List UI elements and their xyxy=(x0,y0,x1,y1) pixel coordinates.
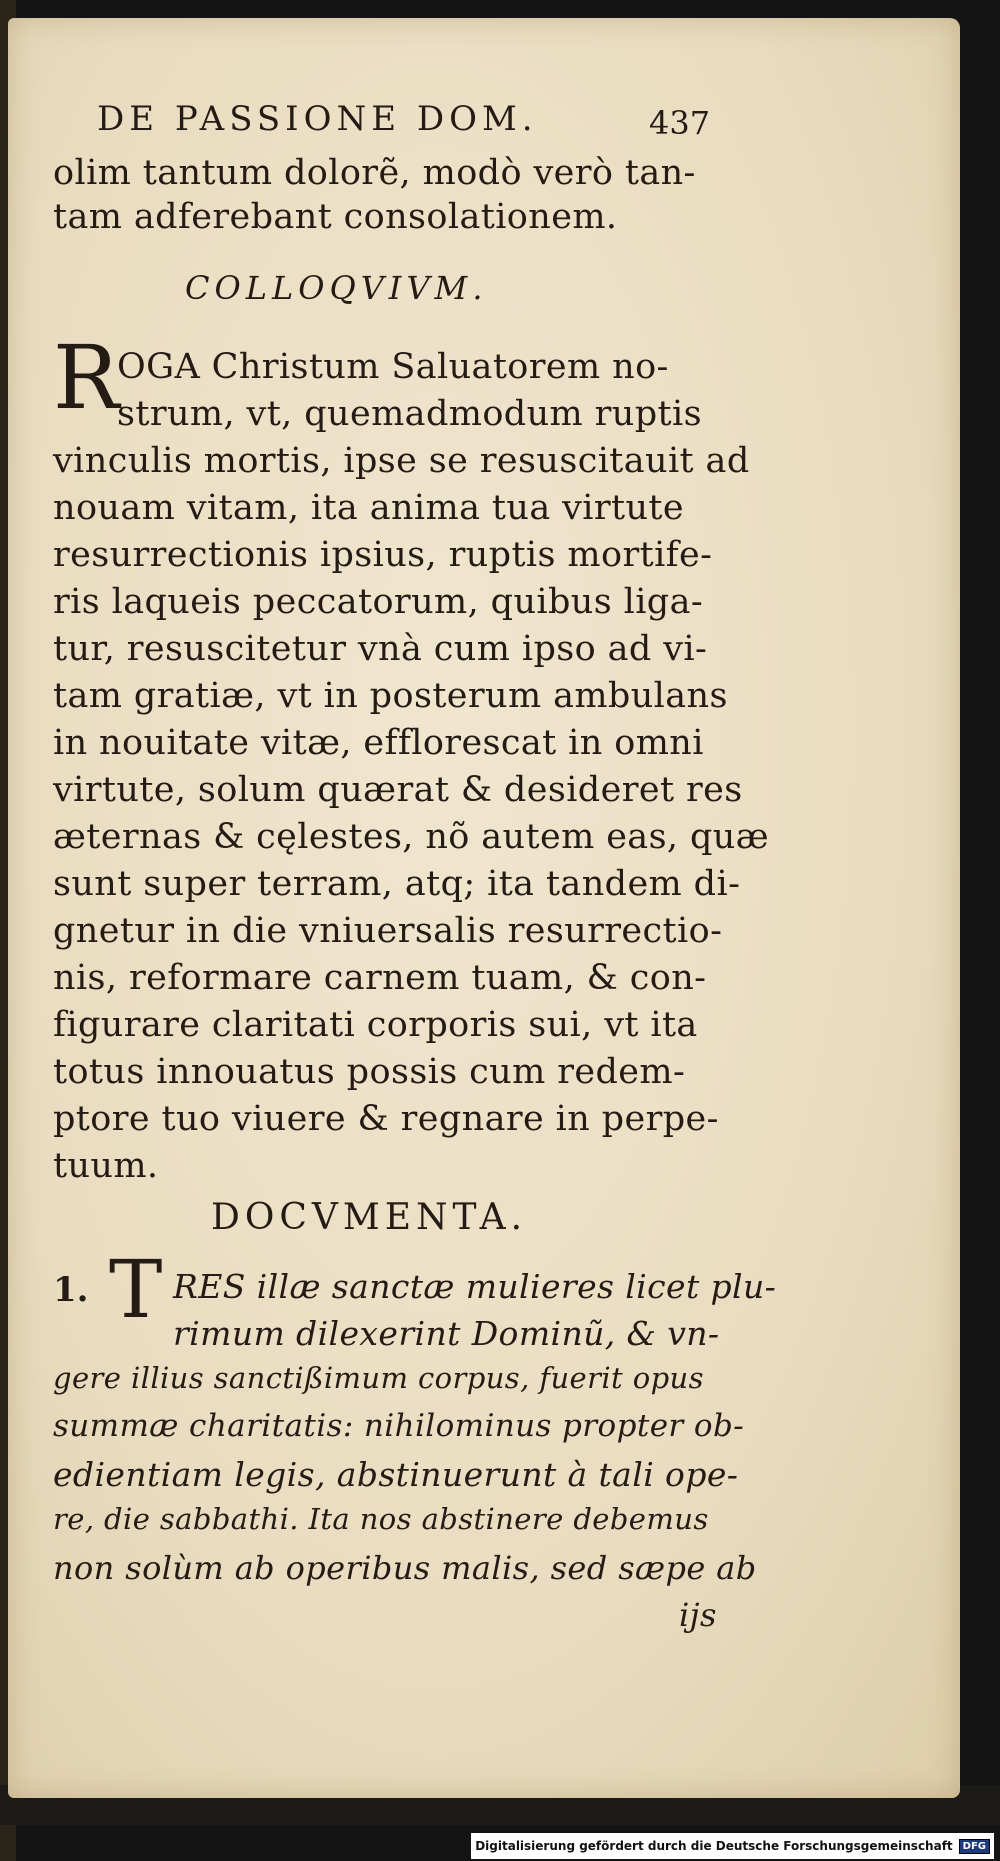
documenta-line: gere illius sanctißimum corpus, fuerit opus xyxy=(53,1361,704,1395)
colloquium-line: resurrectionis ipsius, ruptis mortife- xyxy=(53,535,713,575)
colloquium-line: sunt super terram, atq; ita tandem di- xyxy=(53,864,741,904)
drop-cap: R xyxy=(53,326,120,429)
colloquium-line: ris laqueis peccatorum, quibus liga- xyxy=(53,582,704,622)
colloquium-line: virtute, solum quærat & desideret res xyxy=(53,770,743,810)
intro-line: tam adferebant consolationem. xyxy=(53,197,618,237)
colloquium-line: totus innouatus possis cum redem- xyxy=(53,1052,686,1092)
colloquium-line: nouam vitam, ita anima tua virtute xyxy=(53,488,684,528)
documenta-line: rimum dilexerint Dominũ, & vn- xyxy=(173,1314,720,1353)
book-page xyxy=(8,18,960,1798)
documenta-line: RES illæ sanctæ mulieres licet plu- xyxy=(173,1267,777,1306)
digitization-credit xyxy=(471,1833,994,1859)
documenta-line: edientiam legis, abstinuerunt à tali ope- xyxy=(53,1455,739,1494)
colloquium-line: tur, resuscitetur vnà cum ipso ad vi- xyxy=(53,629,708,669)
colloquium-line: nis, reformare carnem tuam, & con- xyxy=(53,958,707,998)
documenta-line: non solùm ab operibus malis, sed sæpe ab xyxy=(53,1549,757,1587)
credit-text: Digitalisierung gefördert durch die Deutsche Forschungsgemeinschaft xyxy=(475,1839,953,1853)
documenta-line: re, die sabbathi. Ita nos abstinere debemus xyxy=(53,1502,709,1536)
colloquium-heading: COLLOQVIVM. xyxy=(185,269,488,307)
paragraph-number: 1. xyxy=(53,1270,89,1310)
dfg-logo: DFG xyxy=(959,1839,990,1854)
colloquium-line: in nouitate vitæ, efflorescat in omni xyxy=(53,723,704,763)
catchword: ijs xyxy=(679,1596,717,1634)
colloquium-line: tam gratiæ, vt in posterum ambulans xyxy=(53,676,728,716)
documenta-line: summæ charitatis: nihilominus propter ob- xyxy=(53,1408,745,1444)
colloquium-line: æternas & cęlestes, nõ autem eas, quæ xyxy=(53,817,770,857)
colloquium-line: gnetur in die vniuersalis resurrectio- xyxy=(53,911,723,951)
folio-number: 437 xyxy=(649,104,711,142)
colloquium-line: figurare claritati corporis sui, vt ita xyxy=(53,1005,698,1045)
colloquium-line: tuum. xyxy=(53,1146,159,1186)
colloquium-line: ptore tuo viuere & regnare in perpe- xyxy=(53,1099,719,1139)
documenta-heading: DOCVMENTA. xyxy=(211,1197,528,1238)
colloquium-line: vinculis mortis, ipse se resuscitauit ad xyxy=(53,441,750,481)
colloquium-line: strum, vt, quemadmodum ruptis xyxy=(117,394,702,434)
running-title: DE PASSIONE DOM. xyxy=(97,99,538,139)
colloquium-line: OGA Christum Saluatorem no- xyxy=(117,347,669,387)
drop-cap: T xyxy=(109,1243,163,1336)
intro-line: olim tantum dolorẽ, modò verò tan- xyxy=(53,153,696,193)
